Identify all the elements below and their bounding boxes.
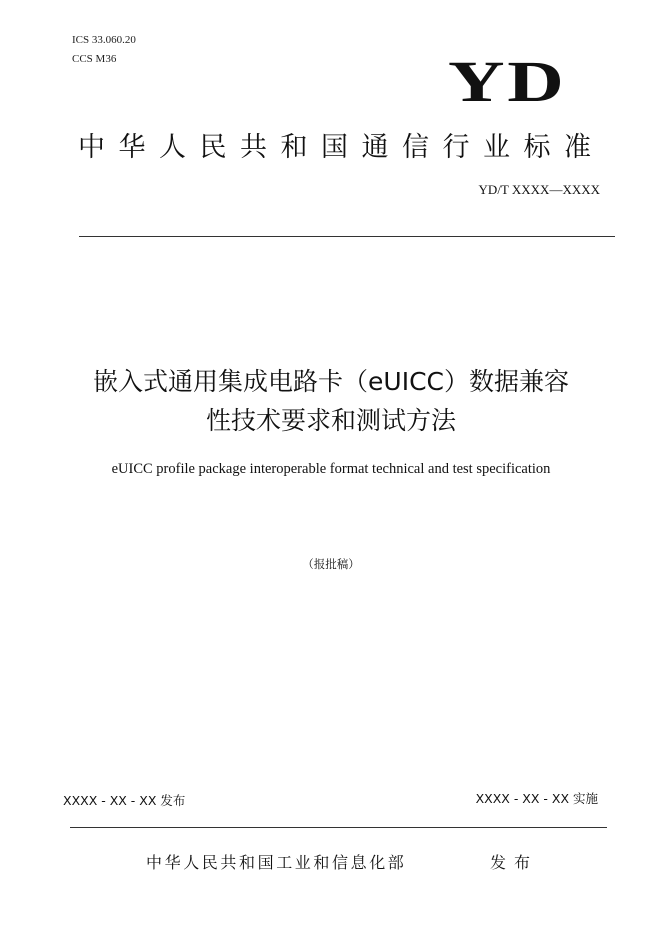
publish-date: XXXX - XX - XX 发布	[63, 793, 186, 808]
issue-label: 发布	[490, 853, 539, 872]
top-divider	[79, 236, 615, 237]
effective-date: XXXX - XX - XX 实施	[475, 791, 598, 806]
ics-code: ICS 33.060.20	[72, 34, 136, 46]
draft-stage-label: （报批稿）	[302, 557, 360, 571]
document-title-english: eUICC profile package interoperable format technical and test specification	[111, 461, 551, 477]
issuing-authority: 中华人民共和国工业和信息化部	[146, 853, 407, 872]
document-title-line-2: 性技术要求和测试方法	[205, 406, 456, 435]
standard-organization-title: 中华人民共和国通信行业标准	[78, 132, 605, 163]
yd-logo: YD	[448, 49, 567, 114]
document-title-line-1: 嵌入式通用集成电路卡（eUICC）数据兼容	[93, 367, 569, 396]
standard-number: YD/T XXXX—XXXX	[478, 182, 600, 197]
document-title	[40, 362, 622, 440]
ccs-code: CCS M36	[72, 53, 117, 65]
bottom-divider	[70, 827, 607, 828]
